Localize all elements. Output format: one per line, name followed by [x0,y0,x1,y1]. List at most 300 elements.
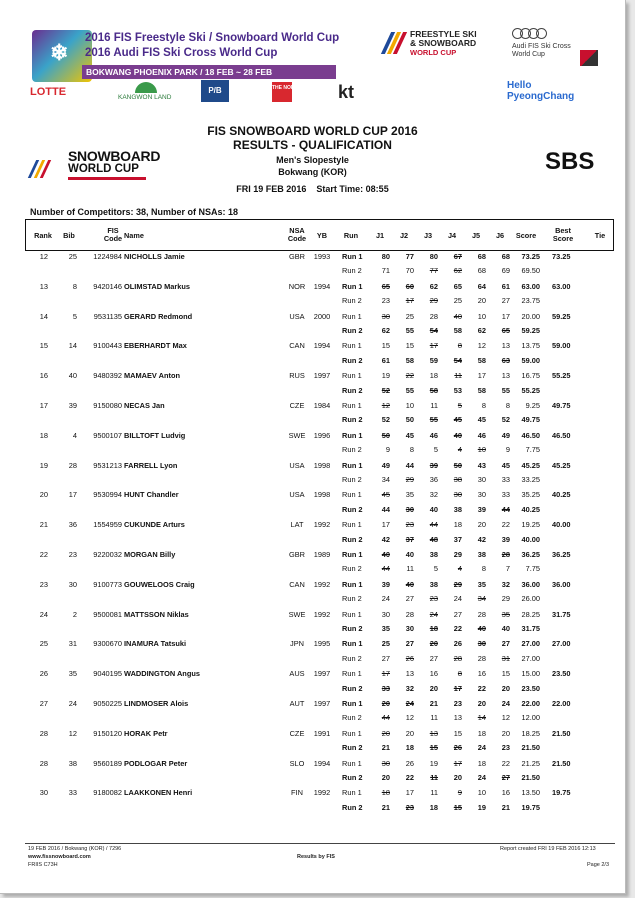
rank-cell: 22 [39,550,48,559]
judge-score-j6: 22 [501,520,510,530]
athlete-name: MAMAEV Anton [124,371,180,381]
fis-code-cell: 9420146 [93,281,122,291]
fis-code-cell: 1554959 [93,520,122,530]
run-score: 69.50 [521,266,540,276]
judge-score-j1: 39 [381,579,390,589]
yb-cell: 1994 [313,281,331,291]
discipline-code: SBS [545,148,595,175]
judge-score-j5: 28 [477,609,486,619]
bib-cell: 28 [68,460,77,470]
run-score: 59.00 [521,355,540,365]
fis-code-cell: 9530994 [93,490,122,500]
athlete-name: GERARD Redmond [124,311,193,321]
judge-score-j5: 35 [477,579,486,589]
footer-results-by: Results by FIS [297,854,335,860]
run-label: Run 2 [342,564,362,574]
judge-score-j3: 28 [429,311,438,321]
fis-code-cell: 1224984 [93,252,122,261]
run-label: Run 2 [342,594,362,604]
judge-score-j5: 38 [477,550,486,559]
judge-score-j5: 24 [477,773,486,782]
run-label: Run 1 [342,609,362,619]
judge-score-j6: 13 [501,341,510,351]
judge-score-j6: 21 [501,802,510,812]
judge-score-j5: 39 [477,504,486,514]
run-score: 19.75 [521,802,540,812]
best-score-cell: 22.00 [552,699,571,708]
judge-score-j4: 40 [453,430,462,440]
judge-score-j5: 20 [477,520,486,530]
run-score: 40.00 [521,534,540,544]
judge-score-j1: 20 [381,773,390,782]
run-score: 45.25 [521,460,540,470]
run-label: Run 1 [342,460,363,470]
run-label: Run 1 [342,341,362,351]
judge-score-j4: 67 [453,252,462,261]
rank-cell: 19 [39,460,48,470]
judge-score-j1: 18 [381,788,390,798]
run-score: 23.50 [521,683,540,693]
athlete-name: NICHOLLS Jamie [124,252,185,261]
run-score: 40.25 [521,504,540,514]
fis-code-cell: 9531135 [93,311,122,321]
judge-score-j4: 11 [454,371,462,381]
run-label: Run 2 [342,326,363,335]
banner-venue-dates: BOKWANG PHOENIX PARK / 18 FEB ~ 28 FEB [82,65,336,79]
best-score-cell: 21.50 [552,758,571,768]
judge-score-j4: 4 [457,445,462,455]
col-j4: J4 [447,231,457,240]
fis-code-cell: 9480392 [93,371,122,381]
col-score: Score [515,231,537,240]
judge-score-j3: 13 [429,728,438,738]
judge-score-j2: 77 [405,252,414,261]
judge-score-j6: 33 [501,490,510,500]
best-score-cell: 21.50 [552,728,571,738]
judge-score-j4: 8 [457,669,462,679]
judge-score-j5: 8 [481,564,486,574]
athlete-name: LAAKKONEN Henri [124,788,193,798]
rank-cell: 20 [39,490,48,500]
judge-score-j6: 65 [501,326,510,335]
judge-score-j6: 27 [501,639,510,649]
run-score: 20.00 [521,311,540,321]
judge-score-j1: 71 [381,266,390,276]
run-score: 46.50 [521,430,540,440]
judge-score-j3: 46 [429,430,438,440]
skicross-flag-icon [580,50,598,66]
judge-score-j1: 17 [381,669,390,679]
judge-score-j4: 18 [453,520,462,530]
col-nsa-code: NSA Code [287,226,307,243]
judge-score-j5: 24 [477,743,486,753]
fis-code-cell: 9100773 [93,579,122,589]
judge-score-j1: 15 [381,341,390,351]
run-label: Run 2 [342,743,363,753]
judge-score-j2: 22 [405,371,414,381]
judge-score-j4: 50 [453,460,462,470]
rank-cell: 14 [39,311,48,321]
run-label: Run 1 [342,401,362,410]
audi-rings-icon [512,28,554,40]
judge-score-j6: 7 [505,564,510,574]
judge-score-j6: 17 [501,311,510,321]
judge-score-j2: 30 [405,624,414,633]
judge-score-j1: 12 [381,401,390,410]
judge-score-j5: 16 [477,669,486,679]
judge-score-j3: 18 [429,802,438,812]
judge-score-j3: 38 [429,550,438,559]
judge-score-j5: 12 [477,341,486,351]
judge-score-j1: 61 [381,355,390,365]
judge-score-j2: 35 [405,490,414,500]
yb-cell: 1992 [313,579,331,589]
best-score-cell: 23.50 [552,669,571,679]
fis-code-cell: 9531213 [93,460,122,470]
rank-cell: 13 [39,281,48,291]
fis-code-cell: 9500081 [93,609,122,619]
audi-line1: Audi FIS Ski Cross [512,43,571,50]
judge-score-j2: 40 [405,550,414,559]
run-label: Run 2 [342,802,363,812]
judge-score-j1: 20 [381,699,390,708]
doc-date-time: FRI 19 FEB 2016 Start Time: 08:55 [236,184,389,194]
judge-score-j4: 23 [453,699,462,708]
judge-score-j1: 21 [381,802,390,812]
judge-score-j4: 17 [453,758,462,768]
col-bib: Bib [63,231,75,240]
banner-event-line2: 2016 Audi FIS Ski Cross World Cup [85,47,278,59]
judge-score-j5: 28 [477,653,486,663]
judge-score-j2: 55 [405,326,414,335]
judge-score-j6: 22 [501,758,510,768]
yb-cell: 1995 [313,639,331,649]
run-score: 22.00 [521,699,540,708]
athlete-name: MORGAN Billy [124,550,176,559]
judge-score-j1: 17 [381,520,390,530]
judge-score-j2: 44 [405,460,414,470]
judge-score-j3: 21 [429,699,438,708]
judge-score-j4: 58 [453,326,462,335]
run-label: Run 2 [342,415,363,425]
athlete-name: PODLOGAR Peter [124,758,188,768]
judge-score-j4: 37 [453,534,462,544]
judge-score-j5: 30 [477,475,486,484]
fis-code-cell: 9500107 [93,430,122,440]
judge-score-j4: 29 [453,579,462,589]
run-score: 19.25 [521,520,540,530]
fis-code-cell: 9300670 [93,639,122,649]
footer-left-top: 19 FEB 2016 / Bokwang (KOR) / 7296 [28,846,122,852]
sponsor-the-north-face: THE NORTH FACE [272,82,292,102]
best-score-cell: 31.75 [552,609,571,619]
footer-website: www.fissnowboard.com [28,854,91,860]
athlete-name: EBERHARDT Max [124,341,187,351]
col-rank: Rank [34,231,52,240]
judge-score-j3: 55 [429,415,438,425]
bib-cell: 17 [68,490,77,500]
judge-score-j4: 15 [453,802,462,812]
nsa-cell: USA [289,460,305,470]
run-score: 27.00 [521,639,540,649]
nsa-cell: SWE [288,609,306,619]
doc-title: FIS SNOWBOARD WORLD CUP 2016 [207,124,418,138]
rank-cell: 24 [39,609,48,619]
yb-cell: 1997 [313,371,331,381]
judge-score-j3: 62 [429,281,438,291]
nsa-cell: RUS [289,371,305,381]
judge-score-j3: 11 [430,401,438,410]
audi-line2: World Cup [512,51,545,58]
judge-score-j6: 27 [501,773,510,782]
judge-score-j6: 31 [501,653,510,663]
fis-code-cell: 9050225 [93,699,122,708]
best-score-cell: 36.25 [552,550,571,559]
col-j2: J2 [399,231,409,240]
rank-cell: 28 [39,758,48,768]
footer-report-created: Report created FRI 19 FEB 2016 12:13 [500,846,596,852]
rank-cell: 12 [39,252,48,261]
rank-cell: 23 [39,579,48,589]
judge-score-j3: 16 [429,669,438,679]
bib-cell: 24 [68,699,77,708]
col-yb: YB [316,231,328,240]
judge-score-j4: 38 [453,475,462,484]
judge-score-j4: 5 [457,401,462,410]
sb-logo-line2: WORLD CUP [68,163,139,175]
run-label: Run 2 [342,266,362,276]
run-score: 31.75 [521,624,540,633]
judge-score-j2: 22 [405,773,414,782]
judge-score-j1: 23 [381,296,390,306]
judge-score-j1: 62 [381,326,390,335]
judge-score-j1: 44 [381,504,390,514]
best-score-cell: 73.25 [552,252,571,261]
rank-cell: 17 [39,401,48,410]
bib-cell: 12 [68,728,77,738]
judge-score-j5: 20 [477,699,486,708]
judge-score-j5: 10 [477,311,486,321]
fs-line1: FREESTYLE SKI [410,29,477,39]
judge-score-j2: 32 [405,683,414,693]
judge-score-j1: 44 [381,564,390,574]
judge-score-j6: 9 [505,445,510,455]
sb-logo-bar [68,177,146,180]
judge-score-j1: 25 [381,639,390,649]
judge-score-j1: 42 [381,534,390,544]
rank-cell: 15 [39,341,48,351]
bib-cell: 25 [68,252,77,261]
judge-score-j1: 52 [381,415,390,425]
judge-score-j4: 26 [453,639,462,649]
judge-score-j4: 8 [457,341,462,351]
judge-score-j3: 15 [429,743,438,753]
nsa-cell: SWE [288,430,306,440]
freestyle-worldcup-logo [410,30,477,57]
rank-cell: 21 [39,520,48,530]
fis-code-cell: 9150120 [93,728,122,738]
judge-score-j3: 29 [429,296,438,306]
bib-cell: 14 [68,341,77,351]
run-score: 36.25 [521,550,540,559]
judge-score-j2: 29 [405,475,414,484]
run-label: Run 1 [342,758,362,768]
judge-score-j1: 19 [381,371,390,381]
run-score: 55.25 [521,385,540,395]
run-label: Run 1 [342,281,363,291]
run-score: 28.25 [521,609,540,619]
judge-score-j5: 34 [477,594,486,604]
judge-score-j1: 49 [381,460,390,470]
run-score: 63.00 [521,281,540,291]
athlete-name: MATTSSON Niklas [124,609,189,619]
judge-score-j1: 45 [381,490,390,500]
judge-score-j4: 22 [453,624,462,633]
nsa-cell: GBR [288,550,305,559]
judge-score-j5: 18 [477,728,486,738]
run-score: 12.00 [521,713,540,723]
judge-score-j5: 64 [477,281,486,291]
run-score: 7.75 [525,564,540,574]
run-score: 59.25 [521,326,540,335]
judge-score-j6: 29 [501,594,510,604]
run-score: 27.00 [521,653,540,663]
judge-score-j1: 40 [381,550,390,559]
rank-cell: 28 [39,728,48,738]
judge-score-j3: 32 [429,490,438,500]
run-score: 49.75 [521,415,540,425]
judge-score-j4: 65 [453,281,462,291]
yb-cell: 1996 [313,430,331,440]
rank-cell: 16 [39,371,48,381]
judge-score-j5: 18 [477,758,486,768]
run-label: Run 1 [342,788,362,798]
doc-event: Men's Slopestyle [276,155,349,165]
run-score: 33.25 [521,475,540,484]
judge-score-j1: 44 [381,713,390,723]
fis-code-cell: 9220032 [93,550,122,559]
judge-score-j4: 20 [453,773,462,782]
judge-score-j1: 9 [385,445,390,455]
bib-cell: 33 [68,788,77,798]
judge-score-j5: 10 [477,788,486,798]
yb-cell: 1994 [313,758,331,768]
judge-score-j6: 33 [501,475,510,484]
nsa-cell: USA [289,490,305,500]
best-score-cell: 49.75 [552,401,571,410]
col-run: Run [343,231,359,240]
judge-score-j6: 32 [501,579,510,589]
run-label: Run 1 [342,550,363,559]
nsa-cell: LAT [290,520,304,530]
judge-score-j4: 40 [453,311,462,321]
judge-score-j3: 58 [429,385,438,395]
judge-score-j3: 36 [429,475,438,484]
judge-score-j2: 26 [405,653,414,663]
doc-subtitle: RESULTS - QUALIFICATION [233,138,392,152]
run-label: Run 2 [342,445,362,455]
col-best-score: Best Score [552,226,574,243]
run-score: 16.75 [521,371,540,381]
col-tie: Tie [594,231,606,240]
judge-score-j2: 15 [405,341,414,351]
nsa-cell: AUT [289,699,305,708]
best-score-cell: 19.75 [552,788,571,798]
judge-score-j3: 5 [433,445,438,455]
fis-logo-icon [28,156,62,182]
judge-score-j2: 27 [405,639,414,649]
nsa-cell: CAN [289,579,305,589]
best-score-cell: 45.25 [552,460,571,470]
best-score-cell: 59.25 [552,311,571,321]
judge-score-j6: 35 [501,609,510,619]
judge-score-j3: 77 [429,266,438,276]
best-score-cell: 40.00 [552,520,571,530]
bib-cell: 40 [68,371,77,381]
judge-score-j3: 18 [429,624,438,633]
judge-score-j6: 68 [501,252,510,261]
athlete-name: WADDINGTON Angus [124,669,200,679]
run-label: Run 1 [342,371,362,381]
judge-score-j4: 15 [453,728,462,738]
judge-score-j6: 20 [501,728,510,738]
fis-code-cell: 9040195 [93,669,122,679]
judge-score-j2: 20 [405,728,414,738]
judge-score-j3: 24 [429,609,438,619]
sb-logo-line1: SNOWBOARD [68,148,161,164]
judge-score-j2: 45 [405,430,414,440]
judge-score-j5: 46 [477,430,486,440]
judge-score-j2: 13 [405,669,414,679]
athlete-name: CUKUNDE Arturs [124,520,185,530]
judge-score-j4: 27 [453,609,462,619]
judge-score-j2: 17 [405,788,414,798]
judge-score-j1: 80 [381,252,390,261]
yb-cell: 1984 [313,401,331,410]
run-label: Run 1 [342,728,362,738]
judge-score-j3: 38 [429,579,438,589]
run-score: 21.50 [521,773,540,782]
judge-score-j3: 5 [433,564,438,574]
judge-score-j5: 14 [477,713,486,723]
competitors-summary: Number of Competitors: 38, Number of NSAs: 18 [30,207,239,217]
rank-cell: 25 [39,639,48,649]
hello-line1: Hello [507,80,532,91]
athlete-name: NECAS Jan [124,401,165,410]
fis-code-cell: 9150080 [93,401,122,410]
run-score: 36.00 [521,579,540,589]
nsa-cell: CAN [289,341,305,351]
judge-score-j4: 24 [453,594,462,604]
nsa-cell: GBR [288,252,305,261]
judge-score-j1: 27 [381,653,390,663]
athlete-name: BILLTOFT Ludvig [124,430,186,440]
judge-score-j5: 30 [477,639,486,649]
nsa-cell: CZE [289,728,305,738]
bib-cell: 39 [68,401,77,410]
judge-score-j3: 27 [429,653,438,663]
run-score: 18.25 [521,728,540,738]
judge-score-j6: 44 [501,504,510,514]
judge-score-j1: 30 [381,311,390,321]
judge-score-j2: 8 [409,445,414,455]
nsa-cell: USA [289,311,305,321]
judge-score-j2: 23 [405,520,414,530]
judge-score-j4: 13 [453,713,462,723]
judge-score-j4: 45 [453,415,462,425]
banner-event-line1: 2016 FIS Freestyle Ski / Snowboard World Cup [85,32,340,44]
judge-score-j3: 19 [429,758,438,768]
